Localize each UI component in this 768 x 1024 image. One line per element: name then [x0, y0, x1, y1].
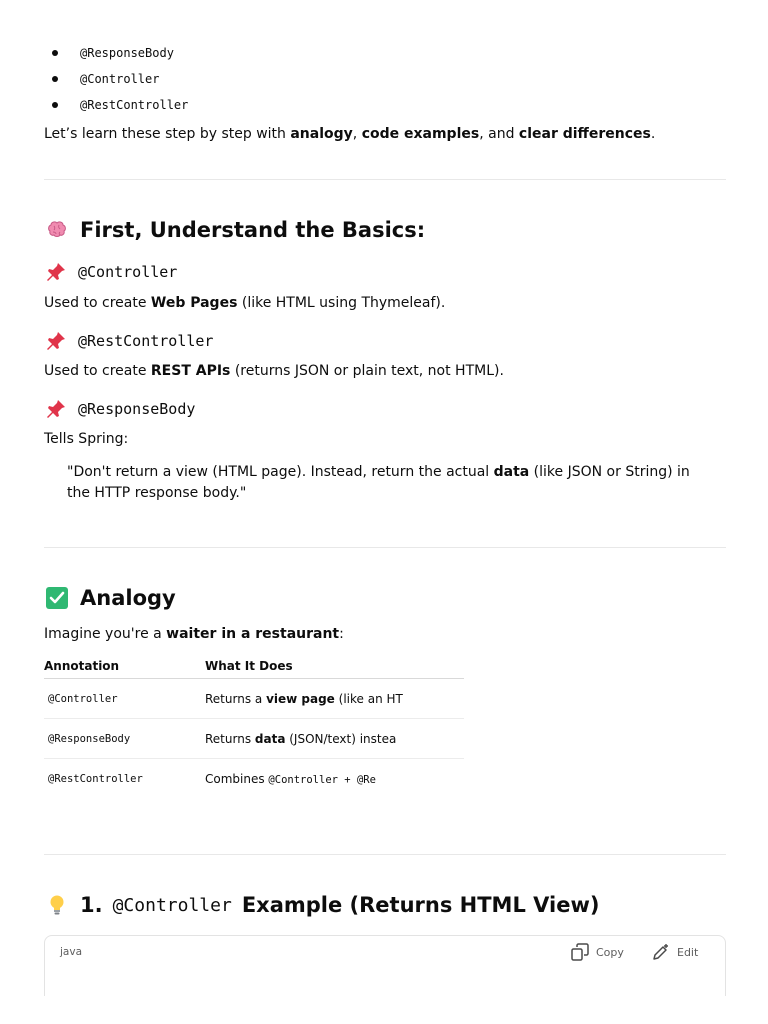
section-heading-basics: First, Understand the Basics:: [44, 217, 425, 243]
annotation-bullet-list: [44, 40, 188, 118]
copy-button[interactable]: Copy: [570, 942, 624, 962]
pushpin-icon: [44, 329, 68, 353]
pushpin-icon: [44, 260, 68, 284]
column-header-what-it-does: What It Does: [205, 654, 464, 679]
check-mark-icon: [44, 585, 70, 611]
light-bulb-icon: [44, 892, 70, 918]
section-heading-example: 1. @Controller Example (Returns HTML View): [44, 892, 599, 918]
divider: [44, 547, 726, 548]
responsebody-description: Tells Spring:: [44, 431, 129, 447]
bullet-dot: [52, 76, 58, 82]
table-cell: Returns a view page (like an HT: [205, 679, 464, 719]
section-heading-analogy: Analogy: [44, 585, 176, 611]
copy-icon: [570, 942, 590, 962]
table-header-row: [44, 654, 464, 679]
table-row: @ResponseBody Returns data (JSON/text) instea: [44, 719, 464, 759]
annotation-table[interactable]: [44, 654, 403, 800]
table-cell: Combines @Controller + @Re: [205, 771, 376, 786]
edit-button[interactable]: Edit: [651, 942, 698, 962]
brain-icon: [44, 217, 70, 243]
controller-description: Used to create Web Pages (like HTML using Thymeleaf).: [44, 295, 446, 311]
bullet-dot: [52, 102, 58, 108]
code-block: [44, 935, 726, 996]
subheading-responsebody: @ResponseBody: [44, 397, 195, 421]
divider: [44, 854, 726, 855]
pushpin-icon: [44, 397, 68, 421]
intro-paragraph: Let’s learn these step by step with analogy, code examples, and clear differences.: [44, 126, 656, 142]
analogy-intro: Imagine you're a waiter in a restaurant:: [44, 626, 344, 642]
code-language-label: java: [60, 946, 82, 958]
table-row: @RestController Combines @Controller + @Re: [44, 759, 464, 799]
restcontroller-description: Used to create REST APIs (returns JSON or plain text, not HTML).: [44, 363, 504, 379]
table-row: @Controller Returns a view page (like an HT: [44, 679, 464, 719]
divider: [44, 179, 726, 180]
responsebody-quote: "Don't return a view (HTML page). Instead, return the actual data (like JSON or String) in the HTTP response body.": [67, 464, 690, 501]
list-item: @RestController: [44, 92, 188, 118]
list-item: @Controller: [44, 66, 188, 92]
edit-icon: [651, 942, 671, 962]
column-header-annotation: Annotation: [44, 654, 205, 679]
bullet-dot: [52, 50, 58, 56]
subheading-controller: @Controller: [44, 260, 177, 284]
table-cell: Returns data (JSON/text) instea: [205, 719, 464, 759]
subheading-restcontroller: @RestController: [44, 329, 213, 353]
list-item: @ResponseBody: [44, 40, 188, 66]
